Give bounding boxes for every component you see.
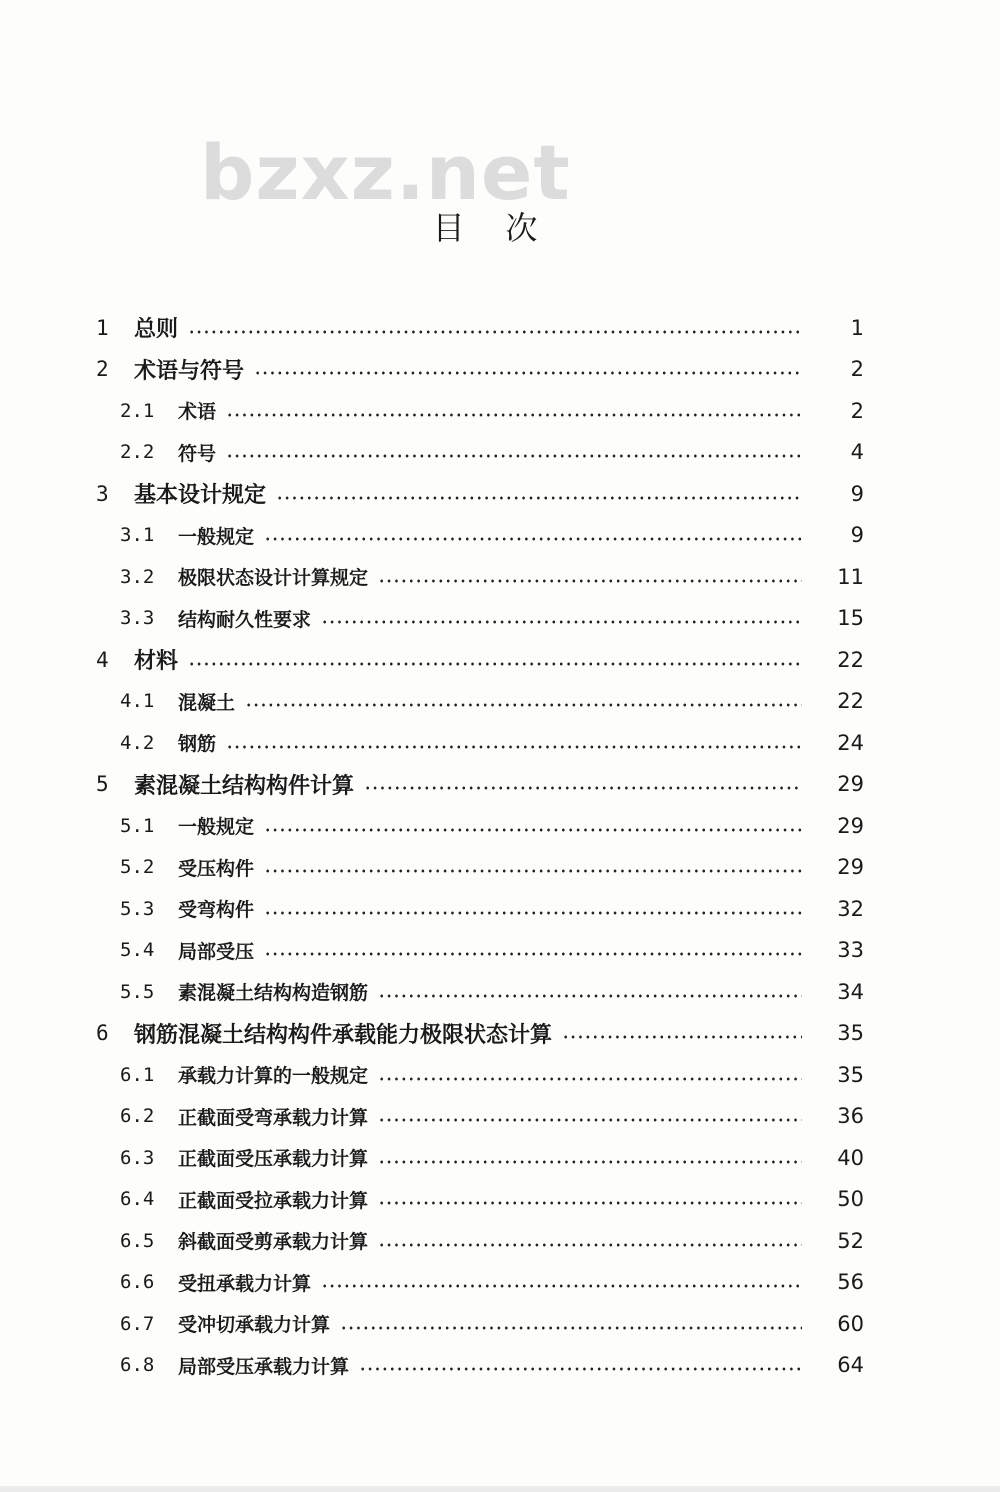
- dot-leader: [245, 703, 802, 707]
- toc-entry[interactable]: [0, 1054, 1000, 1096]
- section-number: 1: [96, 315, 109, 340]
- section-number: 6.7: [120, 1312, 155, 1335]
- section-title: 结构耐久性要求: [178, 608, 312, 631]
- section-title: 局部受压承载力计算: [178, 1355, 350, 1378]
- page-title: 目 次: [432, 209, 538, 247]
- section-title: 一般规定: [178, 525, 255, 548]
- page-number: 32: [837, 896, 864, 921]
- section-title: 基本设计规定: [134, 482, 267, 509]
- toc-entry[interactable]: [0, 1220, 1000, 1262]
- section-number: 3: [96, 481, 109, 506]
- page-number: 2: [850, 398, 864, 423]
- page-number: 29: [837, 855, 864, 880]
- dot-leader: [340, 1326, 802, 1330]
- section-number: 2: [96, 357, 109, 382]
- section-number: 5: [96, 772, 109, 797]
- section-number: 2.1: [120, 399, 155, 422]
- section-number: 2.2: [120, 441, 155, 464]
- toc-entry[interactable]: [0, 1179, 1000, 1221]
- section-number: 5.1: [120, 814, 155, 837]
- toc-entry[interactable]: [0, 556, 1000, 598]
- page-number: 33: [837, 938, 864, 963]
- section-number: 6.5: [120, 1229, 155, 1252]
- page-number: 56: [837, 1270, 864, 1295]
- page-number: 9: [850, 481, 864, 506]
- page-number: 9: [850, 523, 864, 548]
- section-number: 6: [96, 1021, 109, 1046]
- section-title: 局部受压: [178, 940, 255, 963]
- section-title: 承载力计算的一般规定: [178, 1065, 369, 1088]
- toc-entry[interactable]: [0, 473, 1000, 515]
- section-title: 受压构件: [178, 857, 255, 880]
- section-number: 6.2: [120, 1105, 155, 1128]
- dot-leader: [378, 1243, 802, 1247]
- section-title: 极限状态设计计算规定: [178, 567, 369, 590]
- page-number: 22: [837, 689, 864, 714]
- page-number: 22: [837, 647, 864, 672]
- section-number: 5.2: [120, 856, 155, 879]
- section-title: 一般规定: [178, 816, 255, 839]
- toc-entry[interactable]: [0, 764, 1000, 806]
- dot-leader: [378, 579, 802, 583]
- dot-leader: [226, 745, 802, 749]
- dot-leader: [254, 371, 802, 375]
- section-title: 钢筋混凝土结构构件承载能力极限状态计算: [134, 1021, 553, 1048]
- toc-entry[interactable]: [0, 1096, 1000, 1138]
- toc-entry[interactable]: [0, 805, 1000, 847]
- section-number: 4: [96, 647, 109, 672]
- dot-leader: [264, 911, 802, 915]
- dot-leader: [378, 1077, 802, 1081]
- section-number: 6.6: [120, 1271, 155, 1294]
- section-title: 受扭承载力计算: [178, 1272, 312, 1295]
- toc-entry[interactable]: [0, 432, 1000, 474]
- section-title: 素混凝土结构构件计算: [134, 772, 355, 799]
- section-number: 3.1: [120, 524, 155, 547]
- dot-leader: [364, 786, 802, 790]
- dot-leader: [226, 454, 802, 458]
- page-number: 34: [837, 979, 864, 1004]
- toc-entry[interactable]: [0, 1262, 1000, 1304]
- dot-leader: [188, 330, 802, 334]
- section-number: 3.2: [120, 565, 155, 588]
- section-title: 素混凝土结构构造钢筋: [178, 982, 369, 1005]
- toc-entry[interactable]: [0, 888, 1000, 930]
- dot-leader: [264, 537, 802, 541]
- toc-entry[interactable]: [0, 847, 1000, 889]
- toc-entry[interactable]: [0, 598, 1000, 640]
- section-number: 4.2: [120, 731, 155, 754]
- section-title: 材料: [134, 648, 179, 675]
- page-number: 60: [837, 1311, 864, 1336]
- toc-entry[interactable]: [0, 1303, 1000, 1345]
- watermark: bzxz.net: [200, 128, 571, 217]
- section-number: 5.4: [120, 939, 155, 962]
- page-number: 64: [837, 1353, 864, 1378]
- section-number: 6.3: [120, 1146, 155, 1169]
- toc-entry[interactable]: [0, 515, 1000, 557]
- section-title: 受冲切承载力计算: [178, 1314, 331, 1337]
- section-title: 符号: [178, 442, 217, 465]
- section-number: 6.1: [120, 1063, 155, 1086]
- section-title: 正截面受压承载力计算: [178, 1148, 369, 1171]
- page-number: 40: [837, 1145, 864, 1170]
- page-number: 35: [837, 1062, 864, 1087]
- toc-entry[interactable]: [0, 681, 1000, 723]
- section-title: 术语: [178, 401, 217, 424]
- page-number: 29: [837, 772, 864, 797]
- page-number: 50: [837, 1187, 864, 1212]
- dot-leader: [378, 1160, 802, 1164]
- scan-edge: [0, 1486, 1000, 1492]
- section-title: 正截面受弯承载力计算: [178, 1106, 369, 1129]
- toc-entry[interactable]: [0, 639, 1000, 681]
- section-title: 术语与符号: [134, 357, 245, 384]
- toc-entry[interactable]: [0, 390, 1000, 432]
- toc-entry[interactable]: [0, 930, 1000, 972]
- section-number: 6.8: [120, 1354, 155, 1377]
- toc-entry[interactable]: [0, 1013, 1000, 1055]
- section-number: 6.4: [120, 1188, 155, 1211]
- page-number: 2: [850, 357, 864, 382]
- toc-entry[interactable]: [0, 722, 1000, 764]
- page-number: 35: [837, 1021, 864, 1046]
- toc-entry[interactable]: [0, 349, 1000, 391]
- toc-entry[interactable]: [0, 307, 1000, 349]
- section-title: 受弯构件: [178, 899, 255, 922]
- page-number: 52: [837, 1228, 864, 1253]
- page-number: 1: [850, 315, 864, 340]
- page-number: 11: [837, 564, 864, 589]
- section-title: 钢筋: [178, 733, 217, 756]
- section-title: 斜截面受剪承载力计算: [178, 1231, 369, 1254]
- toc-entry[interactable]: [0, 1345, 1000, 1387]
- dot-leader: [276, 496, 802, 500]
- page-number: 24: [837, 730, 864, 755]
- section-title: 总则: [134, 316, 179, 343]
- section-number: 5.5: [120, 980, 155, 1003]
- dot-leader: [359, 1367, 802, 1371]
- section-title: 混凝土: [178, 691, 236, 714]
- page-number: 15: [837, 606, 864, 631]
- dot-leader: [264, 828, 802, 832]
- page-number: 29: [837, 813, 864, 838]
- dot-leader: [321, 620, 802, 624]
- toc-entry[interactable]: [0, 971, 1000, 1013]
- section-number: 5.3: [120, 897, 155, 920]
- page-number: 36: [837, 1104, 864, 1129]
- dot-leader: [378, 1118, 802, 1122]
- toc-entry[interactable]: [0, 1137, 1000, 1179]
- page-number: 4: [850, 440, 864, 465]
- dot-leader: [264, 869, 802, 873]
- dot-leader: [226, 413, 802, 417]
- dot-leader: [378, 994, 802, 998]
- table-of-contents: [0, 307, 1000, 1386]
- dot-leader: [378, 1201, 802, 1205]
- dot-leader: [321, 1284, 802, 1288]
- section-number: 3.3: [120, 607, 155, 630]
- dot-leader: [188, 662, 802, 666]
- dot-leader: [264, 952, 802, 956]
- section-title: 正截面受拉承载力计算: [178, 1189, 369, 1212]
- dot-leader: [562, 1035, 802, 1039]
- section-number: 4.1: [120, 690, 155, 713]
